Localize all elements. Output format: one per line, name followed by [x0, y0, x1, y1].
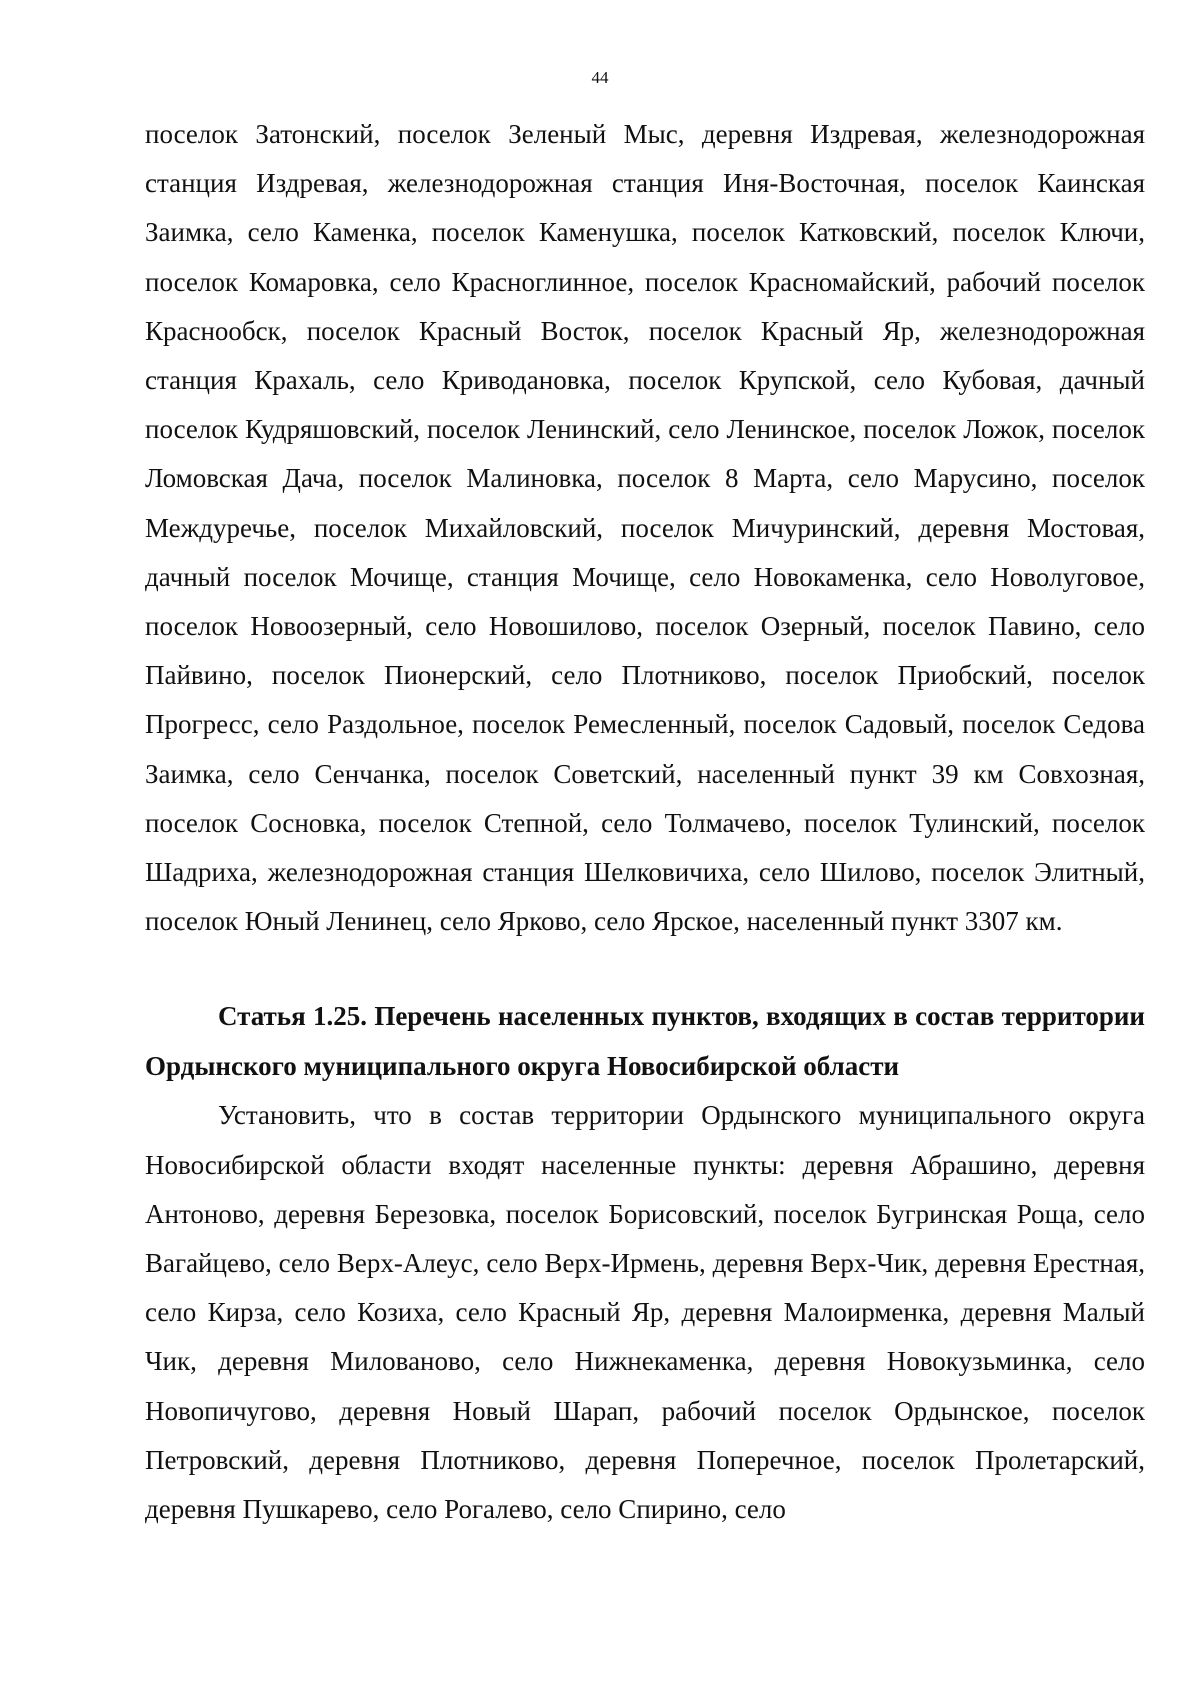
document-body	[145, 110, 1145, 1534]
page-number: 44	[591, 68, 609, 87]
article-heading: Статья 1.25. Перечень населенных пунктов, входящих в состав территории Ордынского муниципального округа Новосибирской области	[145, 1001, 1145, 1082]
continuation-paragraph: поселок Затонский, поселок Зеленый Мыс, деревня Издревая, железнодорожная станция Издревая, железнодорожная станция Иня-Восточная, поселок Каинская Заимка, село Каменка, поселок Каменушка, поселок Катковский, поселок Ключи, поселок Комаровка, село Красноглинное, поселок Красномайский, рабочий поселок Краснообск, поселок Красный Восток, поселок Красный Яр, железнодорожная станция Крахаль, село Криводановка, поселок Крупской, село Кубовая, дачный поселок Кудряшовский, поселок Ленинский, село Ленинское, поселок Ложок, поселок Ломовская Дача, поселок Малиновка, поселок 8 Марта, село Марусино, поселок Междуречье, поселок Михайловский, поселок Мичуринский, деревня Мостовая, дачный поселок Мочище, станция Мочище, село Новокаменка, село Новолуговое, поселок Новоозерный, село Новошилово, поселок Озерный, поселок Павино, село Пайвино, поселок Пионерский, село Плотниково, поселок Приобский, поселок Прогресс, село Раздольное, поселок Ремесленный, поселок Садовый, поселок Седова Заимка, село Сенчанка, поселок Советский, населенный пункт 39 км Совхозная, поселок Сосновка, поселок Степной, село Толмачево, поселок Тулинский, поселок Шадриха, железнодорожная станция Шелковичиха, село Шилово, поселок Элитный, поселок Юный Ленинец, село Ярково, село Ярское, населенный пункт 3307 км.	[145, 119, 1145, 937]
article-paragraph: Установить, что в состав территории Ордынского муниципального округа Новосибирской области входят населенные пункты: деревня Абрашино, деревня Антоново, деревня Березовка, поселок Борисовский, поселок Бугринская Роща, село Вагайцево, село Верх-Алеус, село Верх-Ирмень, деревня Верх-Чик, деревня Ерестная, село Кирза, село Козиха, село Красный Яр, деревня Малоирменка, деревня Малый Чик, деревня Милованово, село Нижнекаменка, деревня Новокузьминка, село Новопичугово, деревня Новый Шарап, рабочий поселок Ордынское, поселок Петровский, деревня Плотниково, деревня Поперечное, поселок Пролетарский, деревня Пушкарево, село Рогалево, село Спирино, село	[145, 1100, 1145, 1525]
